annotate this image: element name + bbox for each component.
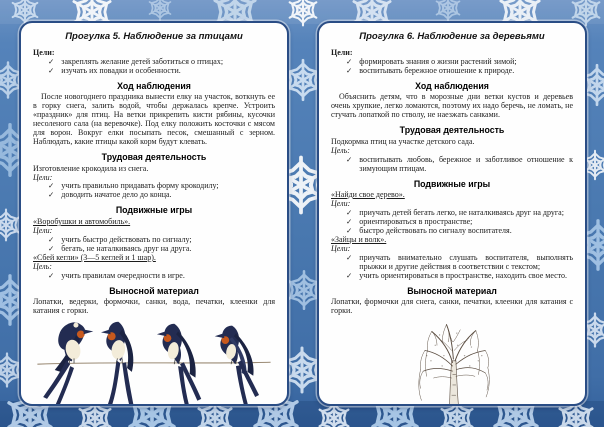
check-icon: ✓ <box>48 234 55 244</box>
goal-item: ✓ приучать детей бегать легко, не наталкиваясь друг на друга; <box>346 207 564 217</box>
section-heading-games: Подвижные игры <box>115 205 193 216</box>
page-walk-5 <box>19 21 289 406</box>
labor-goal-label: Цели: <box>33 172 53 182</box>
page-title: Прогулка 6. Наблюдение за деревьями <box>359 31 545 42</box>
goal-item: ✓ доводить начатое дело до конца. <box>48 190 172 200</box>
goal-item: ✓ учить быстро действовать по сигналу; <box>48 234 192 244</box>
game-name: «Сбей кегли» (3—5 кеглей и 1 шар). <box>33 252 156 262</box>
material-text: Лопатки, ведерки, формочки, санки, вода, печатки, клеенки для катания с горки. <box>33 297 275 316</box>
check-icon: ✓ <box>346 225 353 235</box>
swallow-2 <box>101 322 134 406</box>
check-icon: ✓ <box>48 65 55 75</box>
section-heading-observation: Ход наблюдения <box>415 80 489 91</box>
section-heading-labor: Трудовая деятельность <box>101 152 207 162</box>
game-goal-label: Цели: <box>331 243 351 253</box>
winter-tree-figure <box>331 316 573 406</box>
goal-item: ✓ воспитывать бережное отношение к природе. <box>346 65 515 75</box>
swallow-4 <box>215 326 259 406</box>
goal-item: ✓ изучать их повадки и особенности. <box>48 65 181 75</box>
page-walk-6 <box>317 21 587 406</box>
observation-text: Объяснить детям, что в морозные дни ветки кустов и деревьев очень хрупкие, легко ломаются, поэтому их надо беречь, не ломать, не стучать лопаткой по стволу, не наезжать санками. <box>331 92 573 120</box>
goal-item: ✓ учить правилам очередности в игре. <box>48 270 185 280</box>
goal-item: ✓ закреплять желание детей заботиться о птицах; <box>48 56 224 66</box>
goal-item: ✓ воспитывать любовь, бережное и заботливое отношение к зимующим птицам. <box>346 154 573 173</box>
goal-item: ✓ учить правильно придавать форму крокодилу; <box>48 181 219 191</box>
trunk <box>449 361 459 406</box>
goal-item: ✓ формировать знания о жизни растений зимой; <box>346 56 517 66</box>
check-icon: ✓ <box>48 270 55 280</box>
game-goal-label: Цели: <box>33 225 53 235</box>
material-text: Лопатки, формочки для снега, санки, печатки, клеенки для катания с горки. <box>331 297 573 316</box>
check-icon: ✓ <box>48 181 55 191</box>
labor-intro: Изготовление крокодила из снега. <box>33 163 149 173</box>
goal-item: ✓ учить ориентироваться в пространстве, находить свое место. <box>346 270 568 280</box>
labor-intro: Подкормка птиц на участке детского сада. <box>331 136 475 146</box>
section-heading-material: Выносной материал <box>407 285 497 296</box>
section-heading-games: Подвижные игры <box>413 178 491 189</box>
game-goal-label: Цели: <box>331 199 351 208</box>
observation-text: После новогоднего праздника вынести елку на участок, воткнуть ее в горку снега, залить водой, чтобы держалась крепче. Устроить «праздник» для птиц. На ветки прикрепить кисти рябины, кусочки несоленого сала (на веревочке). Под елку положить косточки с мясом для ворон. Вокруг елки посыпать песок, смешанный с зерном. Наблюдать, какие птицы какой корм будут клевать. <box>33 92 275 147</box>
game-name: «Зайцы и волк». <box>331 234 387 244</box>
check-icon: ✓ <box>48 243 55 253</box>
goal-item: ✓ ориентироваться в пространстве; <box>346 216 473 226</box>
goals-label: Цели: <box>331 47 353 57</box>
check-icon: ✓ <box>346 56 353 66</box>
game-goal-label: Цель: <box>33 261 52 271</box>
goal-item: ✓ приучать внимательно слушать воспитателя, выполнять прыжки и другие действия в соответствии с текстом; <box>346 252 573 271</box>
section-heading-labor: Трудовая деятельность <box>399 125 505 136</box>
swallow-3 <box>157 324 201 406</box>
check-icon: ✓ <box>48 190 55 200</box>
section-heading-observation: Ход наблюдения <box>117 80 191 91</box>
check-icon: ✓ <box>346 207 353 217</box>
game-name: «Найди свое дерево». <box>331 190 405 200</box>
labor-goal-label: Цель: <box>331 145 350 155</box>
goal-item: ✓ бегать, не наталкиваясь друг на друга. <box>48 243 192 253</box>
check-icon: ✓ <box>346 154 353 164</box>
game-name: «Воробушки и автомобиль». <box>33 216 131 226</box>
swallows-figure <box>33 316 275 406</box>
check-icon: ✓ <box>346 216 353 226</box>
swallows-illustration <box>33 316 275 406</box>
page-title: Прогулка 5. Наблюдение за птицами <box>65 31 243 42</box>
check-icon: ✓ <box>48 56 55 66</box>
check-icon: ✓ <box>346 65 353 75</box>
winter-tree-illustration <box>392 316 513 406</box>
section-heading-material: Выносной материал <box>109 285 199 296</box>
goal-item: ✓ быстро действовать по сигналу воспитателя. <box>346 225 512 235</box>
goals-label: Цели: <box>33 47 55 57</box>
check-icon: ✓ <box>346 270 353 280</box>
check-icon: ✓ <box>346 252 353 262</box>
